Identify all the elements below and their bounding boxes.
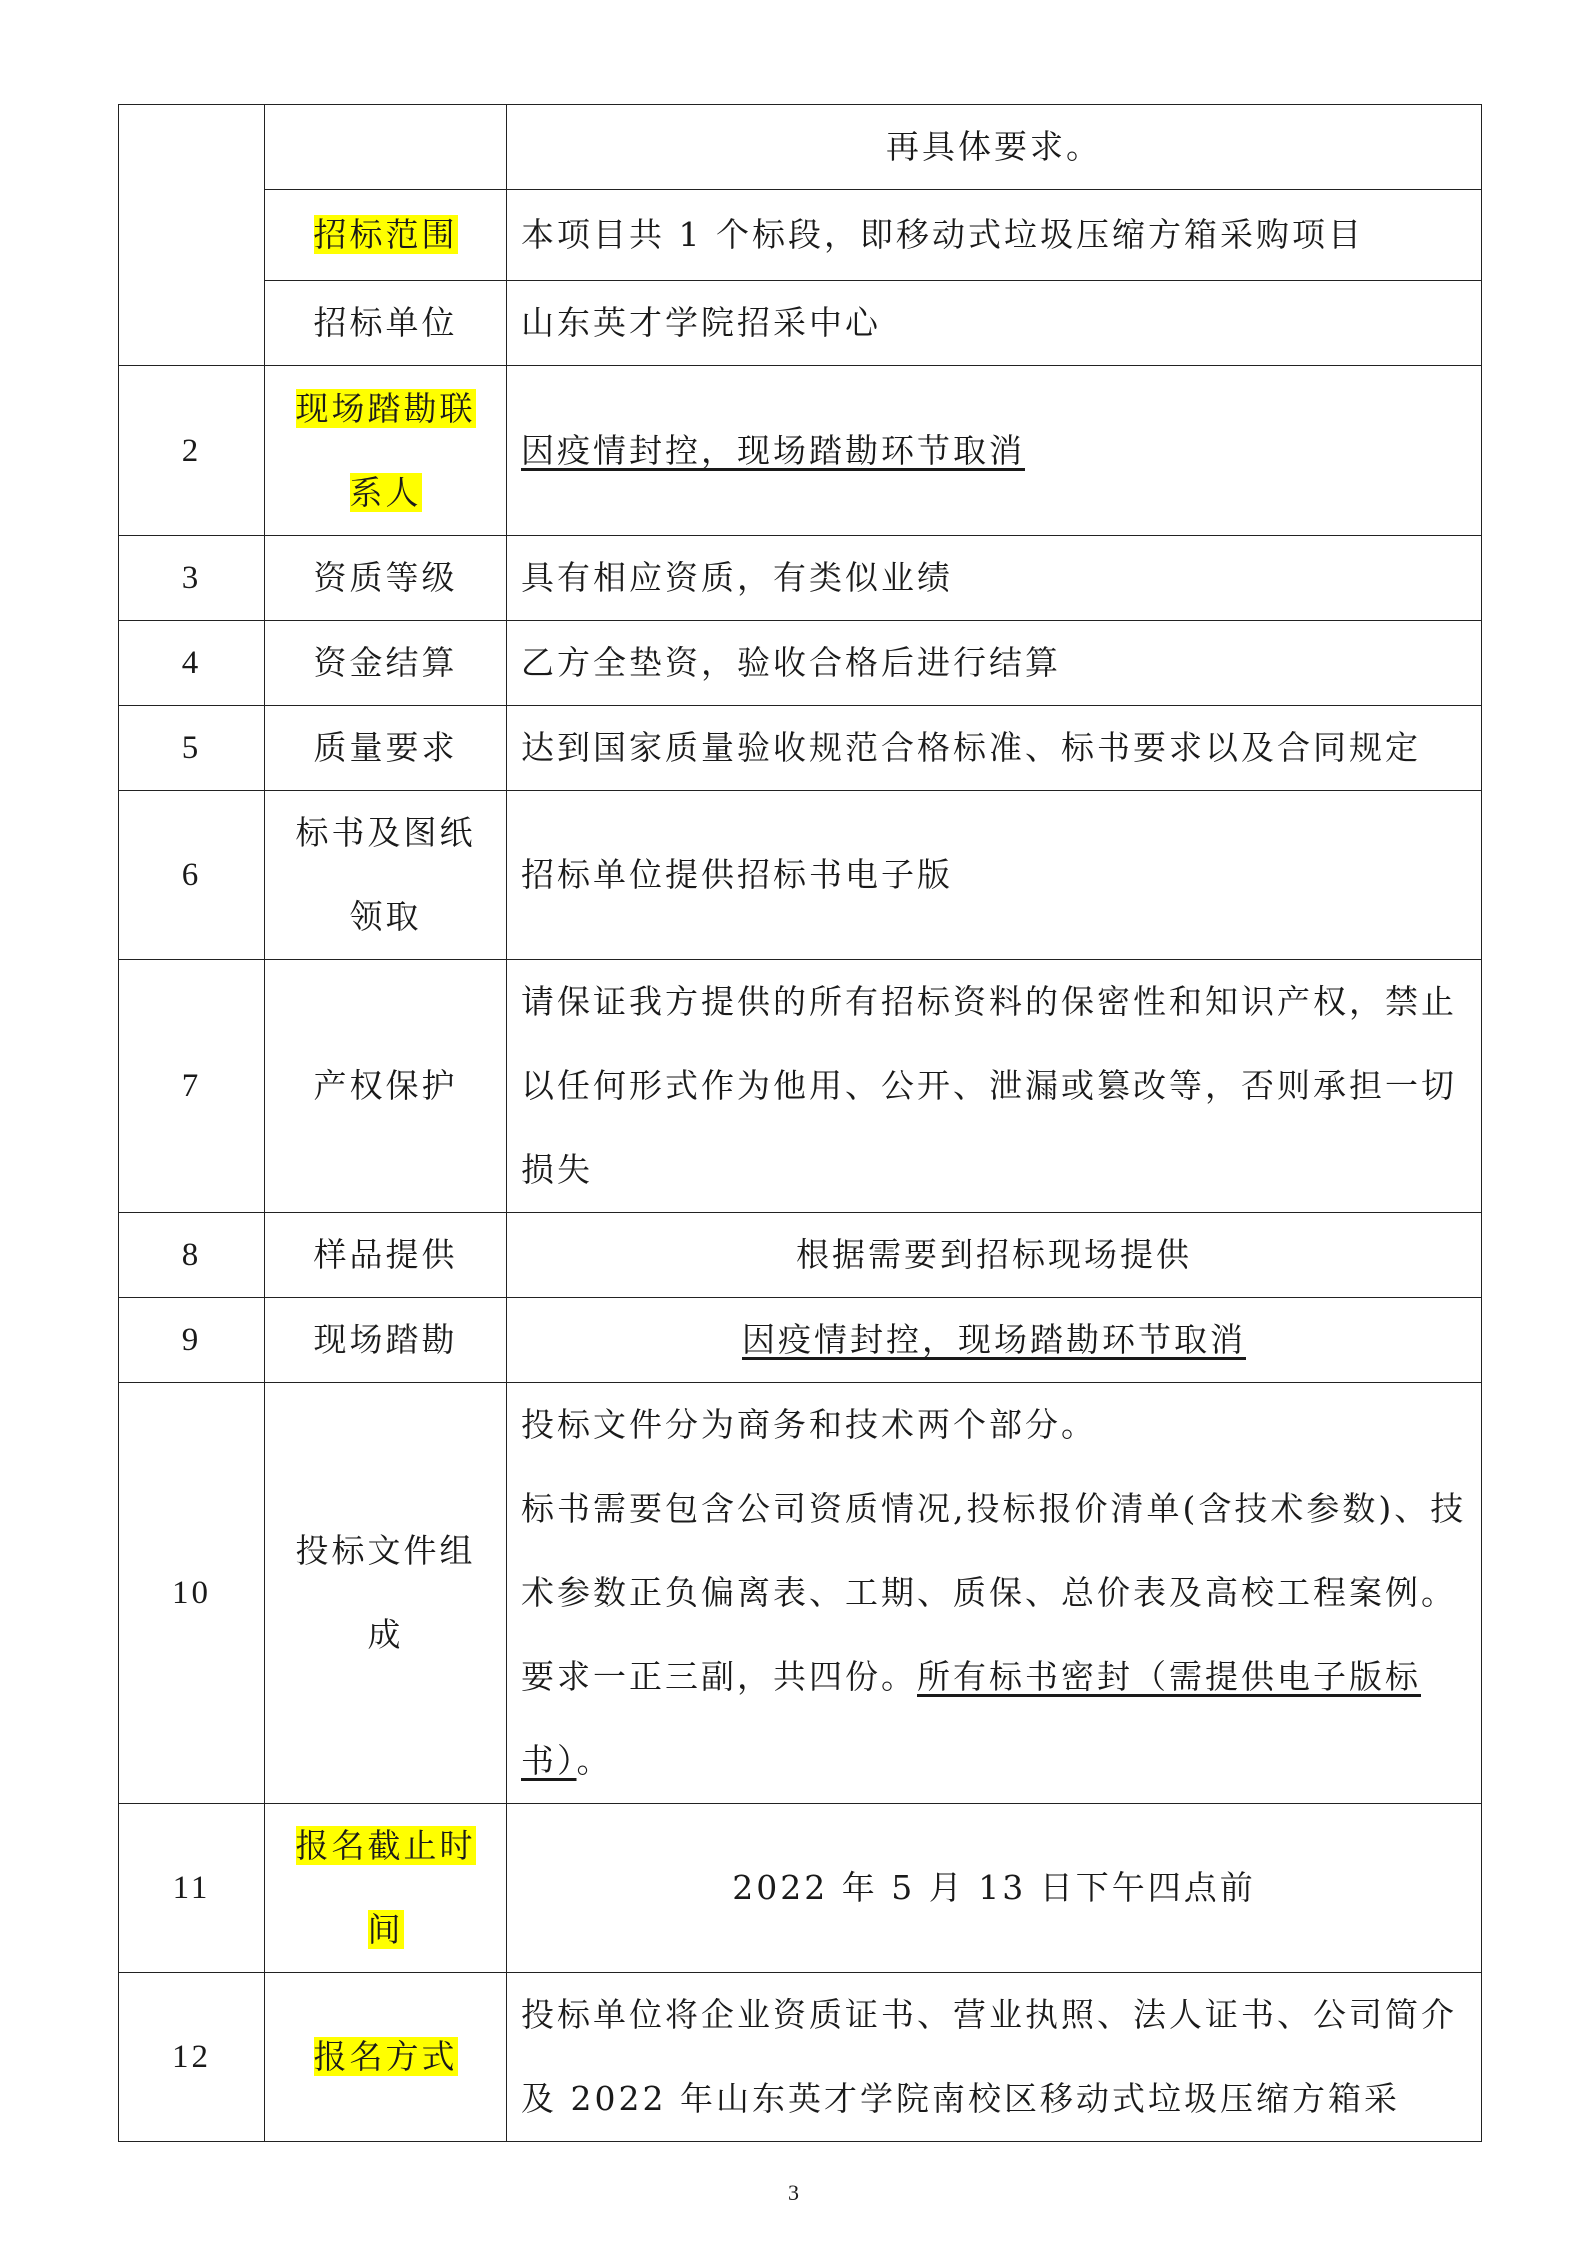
item-name (265, 190, 507, 281)
row-number: 8 (119, 1213, 265, 1298)
item-content: 具有相应资质，有类似业绩 (507, 536, 1482, 621)
item-name (265, 1383, 507, 1804)
table-row (119, 621, 1482, 706)
item-name: 现场踏勘 (265, 1298, 507, 1383)
item-name: 资质等级 (265, 536, 507, 621)
item-content (507, 366, 1482, 536)
underlined-notice: 因疫情封控，现场踏勘环节取消 (521, 430, 1025, 470)
item-name (265, 791, 507, 960)
item-content: 本项目共 1 个标段，即移动式垃圾压缩方箱采购项目 (507, 190, 1482, 281)
tender-info-table (118, 104, 1482, 2142)
item-content: 招标单位提供招标书电子版 (507, 791, 1482, 960)
item-name: 质量要求 (265, 706, 507, 791)
highlighted-label: 报名截止时 (295, 1826, 476, 1865)
underlined-notice: 因疫情封控，现场踏勘环节取消 (742, 1320, 1246, 1359)
item-content (507, 1383, 1482, 1804)
item-name: 产权保护 (265, 960, 507, 1213)
table-row (119, 706, 1482, 791)
table-row (119, 190, 1482, 281)
table-row (119, 1804, 1482, 1973)
item-name: 资金结算 (265, 621, 507, 706)
highlighted-label: 招标范围 (313, 215, 458, 254)
item-content: 2022 年 5 月 13 日下午四点前 (507, 1804, 1482, 1973)
highlighted-label: 现场踏勘联 (295, 388, 476, 428)
item-name-line: 成 (367, 1615, 404, 1654)
page-number: 3 (788, 2180, 799, 2205)
item-content: 投标单位将企业资质证书、营业执照、法人证书、公司简介及 2022 年山东英才学院南校区移动式垃圾压缩方箱采 (507, 1973, 1482, 2142)
row-number (119, 105, 265, 366)
row-number: 10 (119, 1383, 265, 1804)
row-number: 5 (119, 706, 265, 791)
item-name: 招标单位 (265, 281, 507, 366)
table-row (119, 1973, 1482, 2142)
row-number: 6 (119, 791, 265, 960)
item-name-line: 标书及图纸 (295, 813, 476, 852)
highlighted-label: 系人 (349, 472, 422, 512)
underlined-requirement: 所有标书密封（需提供电子版标书） (521, 1657, 1421, 1780)
item-content: 山东英才学院招采中心 (507, 281, 1482, 366)
item-name (265, 1973, 507, 2142)
content-paragraph: 标书需要包含公司资质情况,投标报价清单(含技术参数)、技术参数正负偏离表、工期、质保、总价表及高校工程案例。要求一正三副，共四份。 (521, 1489, 1467, 1696)
table-row (119, 366, 1482, 536)
table-row (119, 960, 1482, 1213)
item-content: 达到国家质量验收规范合格标准、标书要求以及合同规定 (507, 706, 1482, 791)
table-row (119, 281, 1482, 366)
row-number: 9 (119, 1298, 265, 1383)
table-row (119, 791, 1482, 960)
item-name (265, 366, 507, 536)
item-content: 乙方全垫资，验收合格后进行结算 (507, 621, 1482, 706)
item-name (265, 105, 507, 190)
highlighted-label: 报名方式 (313, 2037, 458, 2076)
item-content (507, 1298, 1482, 1383)
table-row (119, 1213, 1482, 1298)
item-content: 再具体要求。 (507, 105, 1482, 190)
row-number: 3 (119, 536, 265, 621)
item-name: 样品提供 (265, 1213, 507, 1298)
table-row (119, 536, 1482, 621)
item-content: 请保证我方提供的所有招标资料的保密性和知识产权，禁止以任何形式作为他用、公开、泄漏或篡改等，否则承担一切损失 (507, 960, 1482, 1213)
row-number: 7 (119, 960, 265, 1213)
item-name-line: 投标文件组 (295, 1531, 476, 1570)
row-number: 4 (119, 621, 265, 706)
table-row (119, 1298, 1482, 1383)
row-number: 12 (119, 1973, 265, 2142)
row-number: 2 (119, 366, 265, 536)
item-name-line: 领取 (349, 897, 422, 936)
row-number: 11 (119, 1804, 265, 1973)
table-row (119, 1383, 1482, 1804)
table-row (119, 105, 1482, 190)
item-name (265, 1804, 507, 1973)
item-content: 根据需要到招标现场提供 (507, 1213, 1482, 1298)
content-paragraph: 投标文件分为商务和技术两个部分。 (521, 1405, 1097, 1444)
content-punctuation: 。 (576, 1741, 613, 1780)
highlighted-label: 间 (367, 1910, 404, 1949)
